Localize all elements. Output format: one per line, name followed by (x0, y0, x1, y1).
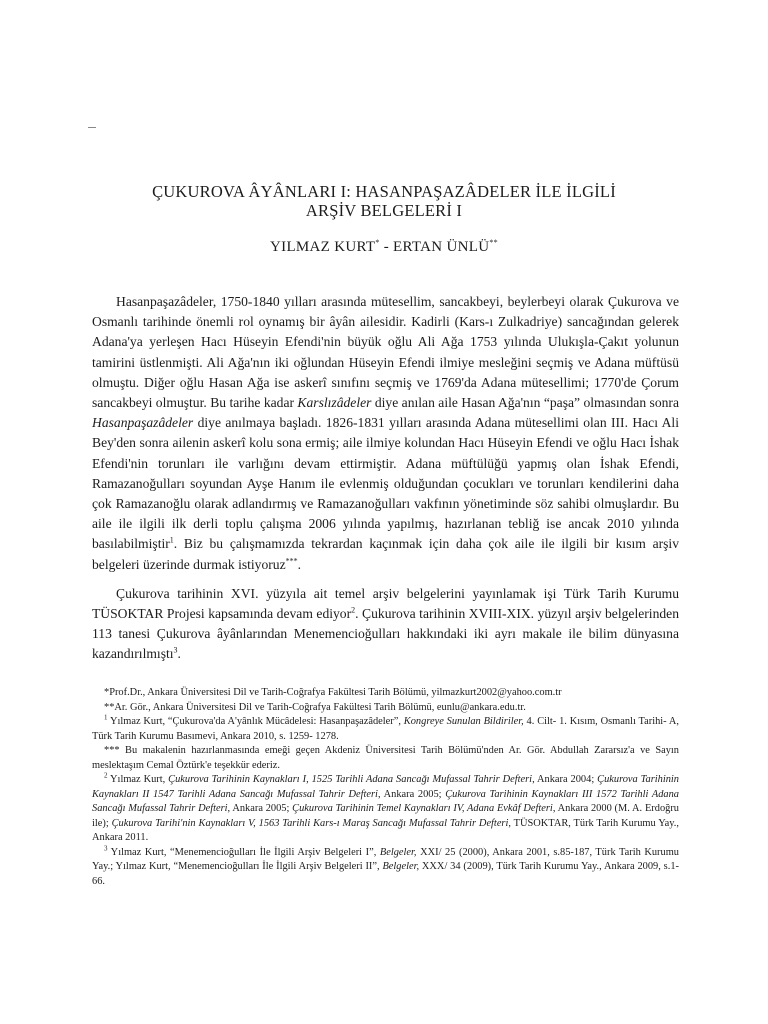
p1-footnote-ref-1: 1 (169, 535, 174, 545)
author-1: YILMAZ KURT (270, 239, 376, 255)
fn1-italic-1: Kongreye Sunulan Bildiriler, (403, 716, 524, 727)
p2-text-2: . Çukurova tarihinin XVIII-XIX. yüzyıl arşiv belgelerinden 113 tanesi Çukurova âyânlarından Menemencioğulları hakkındaki iki ayrı makale ile bilim dünyasına kazandırılmıştı (92, 606, 679, 662)
article-title (90, 182, 678, 220)
p1-text-3: diye anılmaya başladı. 1826-1831 yılları arasında Adana mütesellimi olan III. Hacı Ali Bey'den sonra ailenin askerî kolu sona ermiş; aile ilmiye kolundan Hacı Hüseyin Efendi ve oğlu Hacı İshak Efendi'nin torunları ile varlığını devam ettirmiştir. Adana müftülüğü yapmış olan İshak Efendi, Ramazanoğulları soyundan Ayşe Hanım ile evlenmiş olduğundan çocukları ve torunları kendilerini daha çok Ramazanoğlu olarak adlandırmış ve Ramazanoğulları vakfının yönetiminde söz sahibi olmuşlardır. Bu aile ile ilgili ilk derli toplu çalışma 2006 yılında yapılmış, hazırlanan tebliğ ise ancak 2010 yılında basılabilmiştir (92, 415, 679, 552)
fn2-text-3: , Ankara 2005; (377, 788, 446, 800)
footnote-3-mark: 3 (104, 844, 108, 853)
fn2-text-2: , Ankara 2004; (532, 774, 598, 785)
footnote-1 (92, 715, 679, 744)
p2-text-3: . (177, 646, 181, 662)
authors-line (90, 238, 678, 256)
fn2-italic-5: Çukurova Tarihi'nin Kaynakları V, 1563 Tarihli Kars-ı Maraş Sancağı Mufassal Tahrir Defteri (111, 817, 509, 829)
p2-footnote-ref-2: 3 (173, 645, 178, 655)
footnote-1-mark: 1 (104, 713, 108, 722)
paragraph-2 (92, 584, 679, 665)
author-2: ERTAN ÜNLÜ (393, 239, 490, 255)
fn2-italic-1: Çukurova Tarihinin Kaynakları I, 1525 Tarihli Adana Sancağı Mufassal Tahrir Defteri (168, 774, 533, 785)
title-line-1: ÇUKUROVA ÂYÂNLARI I: HASANPAŞAZÂDELER İLE İLGİLİ (152, 182, 616, 201)
fn3-italic-2: Belgeler, (382, 861, 420, 872)
footnote-author-2: **Ar. Gör., Ankara Üniversitesi Dil ve Tarih-Coğrafya Fakültesi Tarih Bölümü, eunlu@ankara.edu.tr. (104, 701, 526, 713)
author-1-mark: * (375, 238, 380, 247)
fn2-italic-3: Çukurova Tarihinin Kaynakları III 1572 Tarihli Adana Sancağı Mufassal Tahrir Defteri (92, 788, 679, 814)
p1-italic-1: Karslızâdeler (297, 395, 372, 411)
paragraph-1 (92, 292, 679, 575)
footnote-2-mark: 2 (104, 771, 108, 780)
p1-italic-2: Hasanpaşazâdeler (92, 415, 194, 431)
fn2-italic-2: Çukurova Tarihinin Kaynakları II 1547 Tarihli Adana Sancağı Mufassal Tahrir Defteri (92, 774, 679, 800)
p1-text-5: . (297, 556, 302, 572)
fn2-text-5: , Ankara 2000 (M. A. Erdoğru ile); (92, 803, 679, 829)
fn2-text-4: , Ankara 2005; (227, 803, 293, 814)
fn3-italic-1: Belgeler, (379, 846, 417, 858)
footnote-2 (92, 773, 679, 846)
fn1-text-1: Yılmaz Kurt, “Çukurova'da A'yânlık Mücâdelesi: Hasanpaşazâdeler”, (107, 716, 404, 727)
footnote-3 (92, 846, 679, 890)
fn2-text-1: Yılmaz Kurt, (107, 774, 169, 785)
footnotes (92, 686, 679, 889)
fn3-text-2: XXI/ 25 (2000), Ankara 2001, s.85-187, Türk Tarih Kurumu Yay.; Yılmaz Kurt, “Menemencioğulları İle İlgili Arşiv Belgeleri II”, (92, 846, 679, 872)
author-separator: - (379, 239, 394, 255)
author-2-mark: ** (489, 238, 498, 247)
p1-text-4: . Biz bu çalışmamızda tekrardan kaçınmak için daha çok aile ile ilgili bir kısım arşiv belgeleri üzerinde durmak istiyoruz (92, 536, 679, 572)
body-text (92, 292, 679, 665)
footnote-acknowledgement: *** Bu makalenin hazırlanmasında emeği geçen Akdeniz Üniversitesi Tarih Bölümü'nden Ar. Gör. Abdullah Zararsız'a ve Sayın meslektaşım Cemal Öztürk'e teşekkür ederiz. (92, 745, 679, 771)
p1-text-2: diye anılan aile Hasan Ağa'nın “paşa” olmasından sonra (371, 395, 679, 411)
fn3-text-1: Yılmaz Kurt, “Menemencioğulları İle İlgili Arşiv Belgeleri I”, (107, 846, 380, 858)
footnote-author-1: *Prof.Dr., Ankara Üniversitesi Dil ve Tarih-Coğrafya Fakültesi Tarih Bölümü, yilmazkurt2002@yahoo.com.tr (104, 687, 562, 698)
title-line-2: ARŞİV BELGELERİ I (305, 201, 463, 220)
fn2-italic-4: Çukurova Tarihinin Temel Kaynakları IV, Adana Evkâf Defteri (292, 803, 553, 814)
fn1-text-2: 4. Cilt- 1. Kısım, Osmanlı Tarihi- A, Türk Tarih Kurumu Basımevi, Ankara 2010, s. 1259- 1278. (92, 716, 680, 742)
fn3-text-3: XXX/ 34 (2009), Türk Tarih Kurumu Yay., Ankara 2009, s.1- 66. (92, 861, 679, 887)
p1-footnote-ref-2: *** (285, 556, 298, 566)
margin-mark (88, 127, 96, 128)
p1-text-1: Hasanpaşazâdeler, 1750-1840 yılları arasında mütesellim, sancakbeyi, beylerbeyi olarak Çukurova ve Osmanlı tarihinde önemli rol oynamış bir âyân ailesidir. Kadirli (Kars-ı Zulkadriye) sancağından gelerek Adana'ya yerleşen Hacı Hüseyin Efendi'nin büyük oğlu Ali Ağa 1753 yılında Ulukışla-Çakıt yolunun tamirini üstlenmişti. Ali Ağa'nın iki oğlundan Hüseyin Efendi ilmiye mesleğini seçmiş ve Adana müftüsü olmuştu. Diğer oğlu Hasan Ağa ise askerî sınıfını seçmiş ve 1769'da Adana mütesellimi; 1770'de Çorum sancakbeyi olmuştur. Bu tarihe kadar (92, 294, 679, 411)
p2-text-1: Çukurova tarihinin XVI. yüzyıla ait temel arşiv belgelerini yayınlamak işi Türk Tarih Kurumu TÜSOKTAR Projesi kapsamında devam ediyor (92, 585, 679, 622)
p2-footnote-ref-1: 2 (351, 605, 356, 615)
fn2-text-6: , TÜSOKTAR, Türk Tarih Kurumu Yay., Ankara 2011. (92, 817, 679, 843)
